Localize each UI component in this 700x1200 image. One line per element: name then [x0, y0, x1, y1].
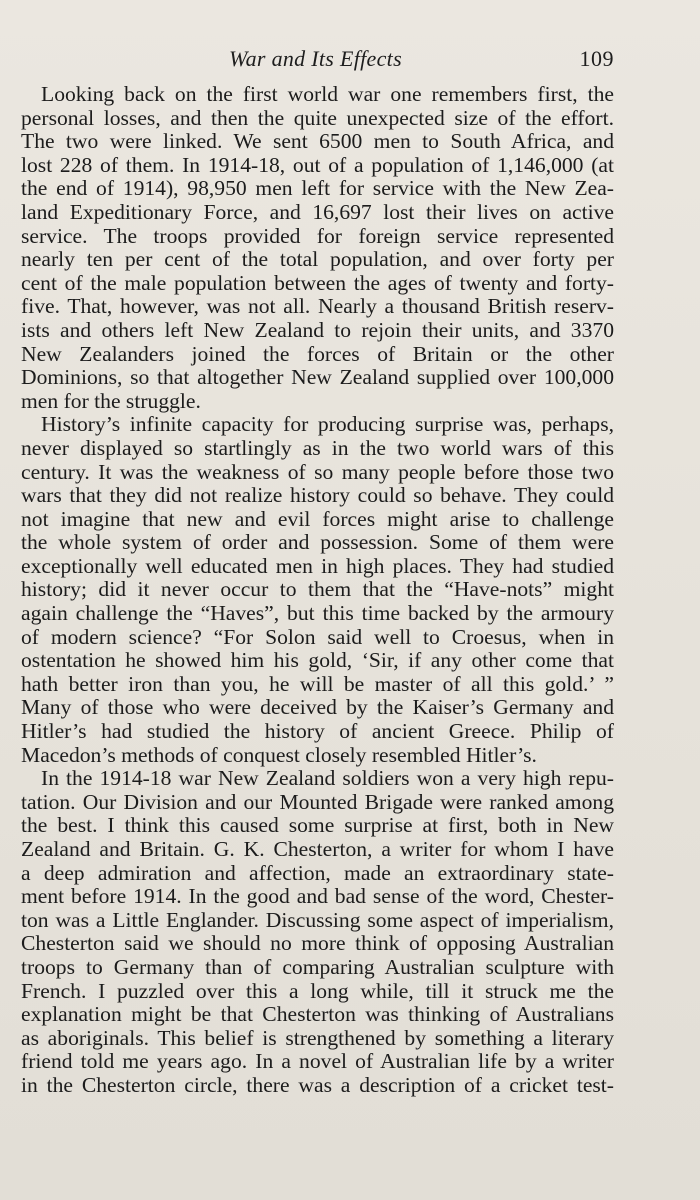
text-line: troops to Germany than of comparing Australian sculpture with — [21, 954, 614, 979]
text-line: men for the struggle. — [21, 388, 201, 413]
text-line: the whole system of order and possession. Some of them were — [21, 530, 614, 555]
text-line: nearly ten per cent of the total population, and over forty per — [21, 247, 614, 272]
page-header — [24, 46, 622, 76]
text-line: again challenge the “Haves”, but this time backed by the armoury — [21, 601, 614, 626]
text-line: ostentation he showed him his gold, ‘Sir, if any other come that — [21, 648, 614, 673]
text-line: five. That, however, was not all. Nearly a thousand British reserv- — [21, 294, 614, 319]
text-line: not imagine that new and evil forces might arise to challenge — [21, 506, 614, 531]
text-line: History’s infinite capacity for producing surprise was, perhaps, — [41, 412, 614, 437]
text-line: Zealand and Britain. G. K. Chesterton, a writer for whom I have — [21, 837, 614, 861]
text-line: a deep admiration and affection, made an extraordinary state- — [21, 860, 614, 885]
text-line: the end of 1914), 98,950 men left for service with the New Zea- — [21, 176, 614, 201]
text-line: century. It was the weakness of so many people before those two — [21, 459, 614, 484]
text-line: land Expeditionary Force, and 16,697 lost their lives on active — [21, 199, 614, 224]
text-line: history; did it never occur to them that the “Have-nots” might — [21, 577, 614, 602]
text-line: The two were linked. We sent 6500 men to South Africa, and — [21, 129, 614, 154]
paragraph — [21, 767, 614, 1097]
text-line: Many of those who were deceived by the Kaiser’s Germany and — [21, 695, 614, 720]
text-line: Chesterton said we should no more think of opposing Australian — [21, 931, 614, 956]
text-line: Hitler’s had studied the history of ancient Greece. Philip of — [21, 719, 614, 744]
text-line: French. I puzzled over this a long while, till it struck me the — [21, 978, 614, 1003]
text-line: personal losses, and then the quite unexpected size of the effort. — [21, 105, 614, 130]
text-line: as aboriginals. This belief is strengthened by something a literary — [21, 1025, 614, 1050]
text-line: exceptionally well educated men in high places. They had studied — [21, 553, 614, 578]
text-line: Looking back on the first world war one remembers first, the — [41, 82, 614, 106]
text-line: Dominions, so that altogether New Zealand supplied over 100,000 — [21, 365, 614, 390]
text-line: Macedon’s methods of conquest closely resembled Hitler’s. — [21, 742, 537, 767]
text-line: New Zealanders joined the forces of Britain or the other — [21, 341, 614, 366]
text-line: ton was a Little Englander. Discussing some aspect of imperialism, — [21, 907, 614, 932]
text-line: tation. Our Division and our Mounted Brigade were ranked among — [21, 789, 614, 814]
text-line: of modern science? “For Solon said well to Croesus, when in — [21, 624, 614, 649]
paragraph — [21, 83, 614, 413]
text-line: ists and others left New Zealand to rejoin their units, and 3370 — [21, 317, 614, 342]
text-line: wars that they did not realize history could so behave. They could — [21, 483, 614, 508]
text-line: friend told me years ago. In a novel of Australian life by a writer — [21, 1049, 614, 1074]
text-line: the best. I think this caused some surprise at first, both in New — [21, 813, 614, 838]
text-line: in the Chesterton circle, there was a description of a cricket test- — [21, 1072, 614, 1097]
text-line: In the 1914-18 war New Zealand soldiers won a very high repu- — [41, 766, 614, 791]
text-line: never displayed so startlingly as in the two world wars of this — [21, 435, 614, 460]
page-number: 109 — [579, 46, 614, 71]
text-line: hath better iron than you, he will be master of all this gold.’ ” — [21, 671, 614, 696]
text-line: explanation might be that Chesterton was thinking of Australians — [21, 1002, 614, 1027]
text-line: service. The troops provided for foreign service represented — [21, 223, 614, 248]
text-line: cent of the male population between the ages of twenty and forty- — [21, 270, 614, 295]
text-line: lost 228 of them. In 1914-18, out of a population of 1,146,000 (at — [21, 152, 614, 177]
text-line: ment before 1914. In the good and bad sense of the word, Chester- — [21, 884, 614, 909]
running-title: War and Its Effects — [229, 46, 402, 71]
paragraph — [21, 413, 614, 767]
body-text — [21, 83, 614, 1098]
